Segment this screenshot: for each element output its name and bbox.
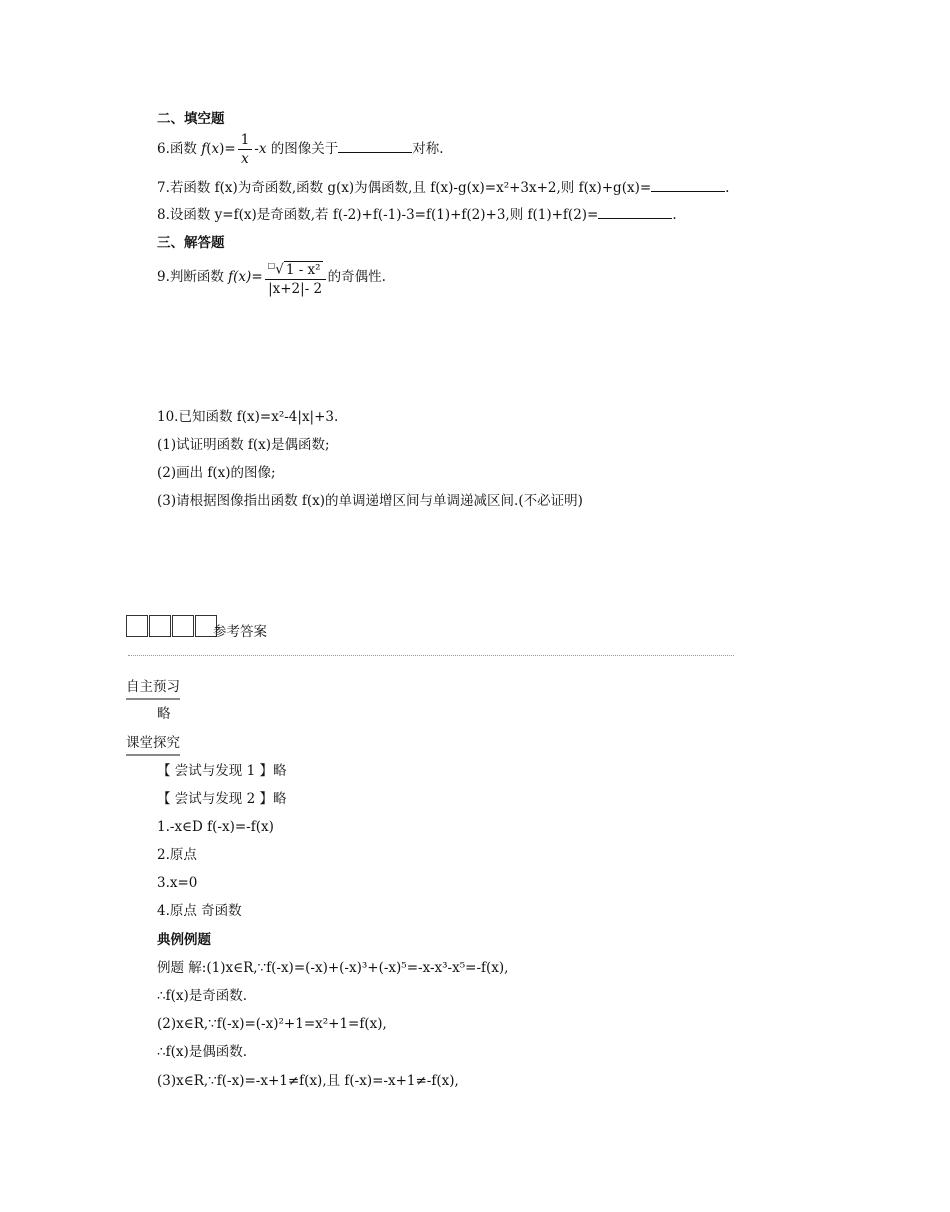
try-discover-1: 【 尝试与发现 1 】略: [157, 763, 287, 779]
examples-heading: 典例例题: [157, 932, 211, 948]
question-10-title: 10.已知函数 f(x)=x²-4|x|+3.: [157, 409, 339, 425]
self-study-heading: 自主预习: [126, 677, 180, 700]
q8-text: 8.设函数 y=f(x)是奇函数,若 f(-2)+f(-1)-3=f(1)+f(2)+3,则 f(1)+f(2)=: [157, 207, 599, 223]
answer-header-boxes: [126, 615, 218, 637]
q7-answer-blank[interactable]: [651, 179, 725, 192]
radical-icon: √: [275, 261, 284, 278]
q6-tail: -: [254, 141, 259, 157]
question-10-part1: (1)试证明函数 f(x)是偶函数;: [157, 437, 330, 453]
answer-1: 1.-x∈D f(-x)=-f(x): [157, 819, 274, 835]
example-2-conclusion: ∴f(x)是偶函数.: [157, 1044, 248, 1060]
answers-divider: [128, 655, 734, 656]
class-explore-heading: 课堂探究: [126, 733, 180, 756]
q7-text: 7.若函数 f(x)为奇函数,函数 g(x)为偶函数,且 f(x)-g(x)=x²+3x+2,则 f(x)+g(x)=: [157, 180, 652, 196]
q9-fraction: [265, 257, 326, 298]
q6-paren-close: ): [219, 141, 225, 157]
try-discover-2: 【 尝试与发现 2 】略: [157, 791, 287, 807]
question-9: [157, 256, 386, 298]
placeholder-box: [149, 615, 171, 637]
answer-4: 4.原点 奇函数: [157, 903, 242, 919]
q9-radicand: 1 - x²: [285, 261, 321, 278]
example-3: (3)x∈R,∵f(-x)=-x+1≠f(x),且 f(-x)=-x+1≠-f(x),: [157, 1073, 459, 1089]
question-8: [157, 205, 677, 225]
q8-answer-blank[interactable]: [598, 206, 672, 219]
q6-tail-x: x: [258, 141, 267, 157]
section-fill-blank: 二、填空题: [157, 111, 225, 127]
answer-3: 3.x=0: [157, 875, 198, 891]
q8-end: .: [672, 207, 677, 223]
q7-end: .: [725, 180, 730, 196]
placeholder-box: [172, 615, 194, 637]
placeholder-box: [126, 615, 148, 637]
q6-answer-blank[interactable]: [338, 140, 412, 153]
self-study-body: 略: [157, 706, 171, 722]
q6-end: 对称.: [412, 141, 444, 157]
question-7: [157, 178, 729, 198]
q9-prefix: 9.判断函数: [157, 269, 229, 285]
q6-after: 的图像关于: [270, 141, 339, 157]
example-2: (2)x∈R,∵f(-x)=(-x)²+1=x²+1=f(x),: [157, 1016, 387, 1032]
q6-frac-num: 1: [238, 131, 253, 150]
question-10-part2: (2)画出 f(x)的图像;: [157, 465, 276, 481]
question-6: [157, 130, 444, 168]
answers-heading: 参考答案: [213, 624, 267, 640]
q6-fraction: [238, 131, 253, 168]
q6-x: x: [211, 141, 220, 157]
q6-eq: =: [224, 141, 236, 157]
q6-paren-open: (: [206, 141, 212, 157]
q6-f: f: [201, 141, 207, 157]
example-1-conclusion: ∴f(x)是奇函数.: [157, 988, 248, 1004]
answer-2: 2.原点: [157, 847, 197, 863]
section-answer-problems: 三、解答题: [157, 235, 225, 251]
q9-frac-den: |x+2|- 2: [268, 280, 323, 297]
q9-after: 的奇偶性.: [327, 269, 386, 285]
q6-frac-den: x: [241, 151, 249, 167]
q9-fx: f(x)=: [228, 269, 263, 285]
example-1: 例题 解:(1)x∈R,∵f(-x)=(-x)+(-x)³+(-x)⁵=-x-x³-x⁵=-f(x),: [157, 960, 509, 976]
q9-root-index: □: [267, 261, 276, 271]
question-10-part3: (3)请根据图像指出函数 f(x)的单调递增区间与单调递减区间.(不必证明): [157, 493, 583, 509]
q6-prefix: 6.函数: [157, 141, 197, 157]
q9-frac-num: [265, 257, 326, 280]
